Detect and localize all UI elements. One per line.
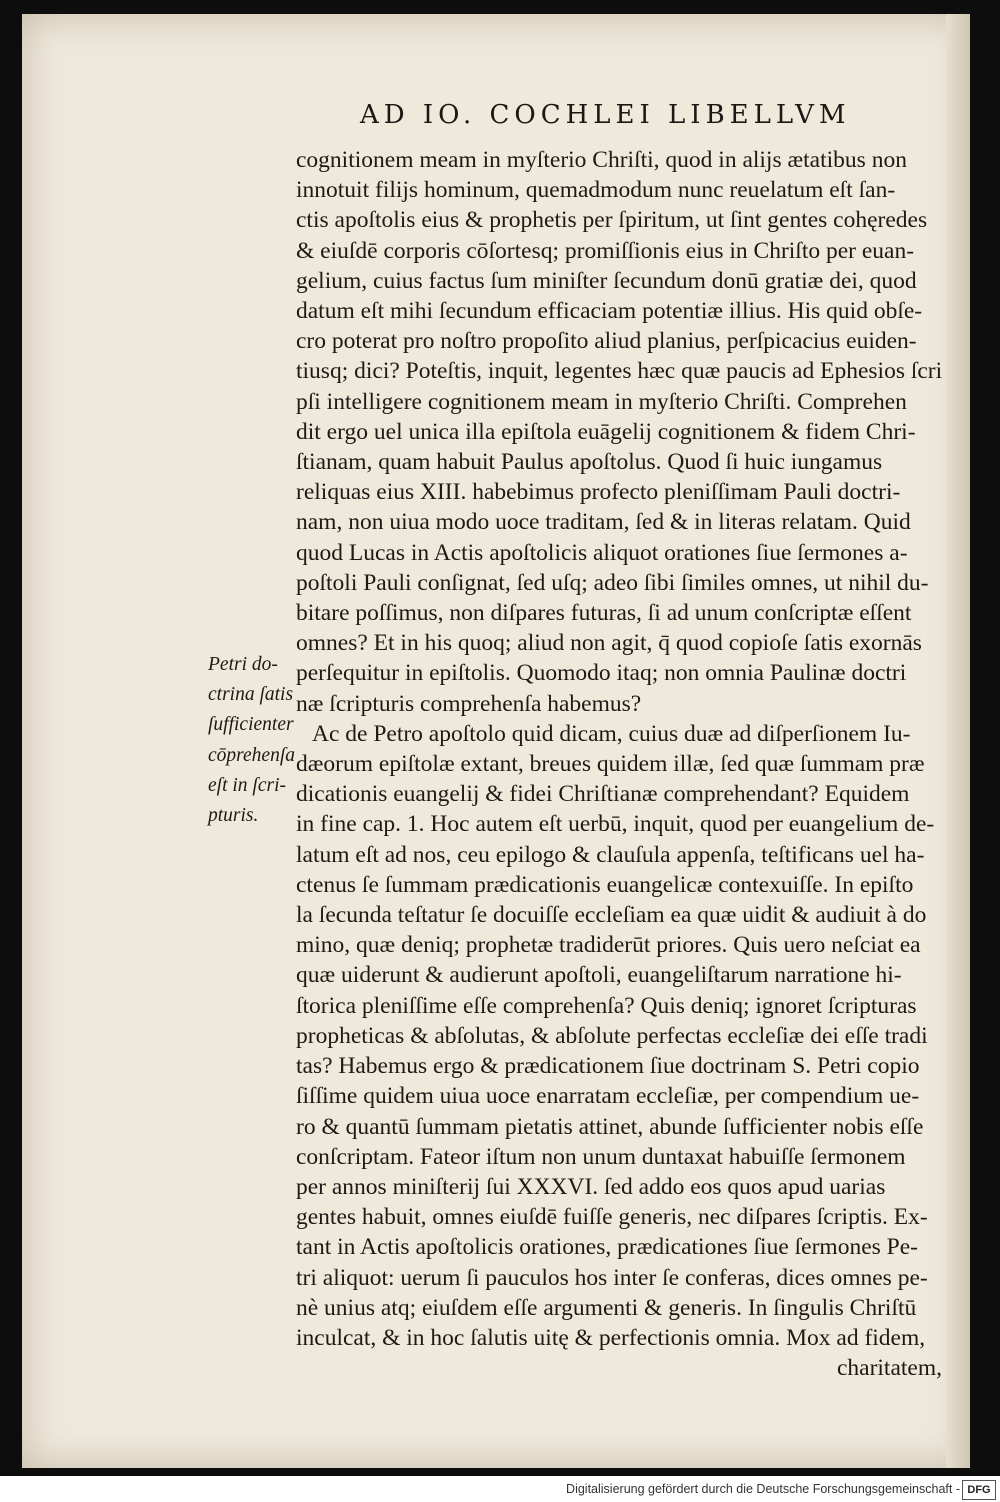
text-line: tri aliquot: uerum ſi pauculos hos inter ſe conferas, dices omnes pe- xyxy=(296,1264,928,1291)
text-line: næ ſcripturis comprehenſa habemus? xyxy=(296,690,642,717)
text-line: tiusq; dici? Poteſtis, inquit, legentes hæc quæ paucis ad Ephesios ſcri xyxy=(296,358,943,385)
text-line: ſtorica pleniſſime eſſe comprehenſa? Quis deniq; ignoret ſcripturas xyxy=(296,992,917,1019)
text-line: ſiſſime quidem uiua uoce enarratam eccleſiæ, per compendium ue- xyxy=(296,1083,920,1110)
text-line: quæ uiderunt & audierunt apoſtoli, euangeliſtarum narratione hi- xyxy=(296,962,902,989)
body-text xyxy=(296,145,942,1383)
text-line: quod Lucas in Actis apoſtolicis aliquot orationes ſiue ſermones a- xyxy=(296,539,908,566)
text-line: cro poterat pro noſtro propoſito aliud planius, perſpicacius euiden- xyxy=(296,328,917,355)
marginal-note xyxy=(208,650,298,831)
marginal-note-line: ctrina ſatis xyxy=(208,684,294,706)
text-line: perſequitur in epiſtolis. Quomodo itaq; non omnia Paulinæ doctri xyxy=(296,660,907,687)
dfg-logo: DFG xyxy=(962,1480,996,1500)
text-line: datum eſt mihi ſecundum efficaciam potentiæ illius. His quid obſe- xyxy=(296,298,923,325)
marginal-note-line: Petri do- xyxy=(208,654,278,675)
text-line: ſtianam, quam habuit Paulus apoſtolus. Quod ſi huic iungamus xyxy=(296,449,883,476)
text-line: ctis apoſtolis eius & prophetis per ſpiritum, ut ſint gentes cohęredes xyxy=(296,207,928,234)
text-line: pſi intelligere cognitionem meam in myſterio Chriſti. Comprehen xyxy=(296,388,907,415)
text-line: Ac de Petro apoſtolo quid dicam, cuius duæ ad diſperſionem Iu- xyxy=(312,720,911,747)
text-line: & eiuſdē corporis cōſortesq; promiſſionis eius in Chriſto per euan- xyxy=(296,237,915,264)
text-line: bitare poſſimus, non diſpares futuras, ſi ad unum conſcriptæ eſſent xyxy=(296,600,912,627)
text-line: inculcat, & in hoc ſalutis uitę & perfectionis omnia. Mox ad fidem, xyxy=(296,1324,926,1351)
marginal-note-line: pturis. xyxy=(208,805,259,827)
text-line: dicationis euangelij & fidei Chriſtianæ comprehendant? Equidem xyxy=(296,781,910,808)
text-line: dæorum epiſtolæ extant, breues quidem illæ, ſed quæ ſummam præ xyxy=(296,751,925,778)
text-line: innotuit filijs hominum, quemadmodum nunc reuelatum eſt ſan- xyxy=(296,177,896,204)
text-line: ctenus ſe ſummam prædicationis euangelicæ contexuiſſe. In epiſto xyxy=(296,871,914,898)
text-line: per annos miniſterij ſui XXXVI. ſed addo eos quos apud uarias xyxy=(296,1173,886,1200)
page-edge xyxy=(946,14,970,1468)
footer-bar xyxy=(0,1476,1000,1502)
text-line: la ſecunda teſtatur ſe docuiſſe eccleſiam ea quæ uidit & audiuit à do xyxy=(296,902,927,929)
text-line: reliquas eius XIII. habebimus profecto pleniſſimam Pauli doctri- xyxy=(296,479,901,506)
text-line: propheticas & abſolutas, & abſolute perfectas eccleſiæ dei eſſe tradi xyxy=(296,1022,928,1049)
text-line: omnes? Et in his quoq; aliud non agit, q̄ quod copioſe ſatis exornās xyxy=(296,630,922,657)
marginal-note-line: ſufficienter xyxy=(208,714,294,736)
text-line: nam, non uiua modo uoce traditam, ſed & in literas relatam. Quid xyxy=(296,509,911,536)
text-line: nè unius atq; eiuſdem eſſe argumenti & generis. In ſingulis Chriſtū xyxy=(296,1294,917,1321)
marginal-note-line: eſt in ſcri- xyxy=(208,774,286,796)
text-line: tant in Actis apoſtolicis orationes, prædicationes ſiue ſermones Pe- xyxy=(296,1234,918,1261)
text-line: gelium, cuius factus ſum miniſter ſecundum donū gratiæ dei, quod xyxy=(296,267,917,294)
text-line: ro & quantū ſummam pietatis attinet, abunde ſufficienter nobis eſſe xyxy=(296,1113,924,1140)
text-line: mino, quæ deniq; prophetæ tradiderūt priores. Quis uero neſciat ea xyxy=(296,932,921,959)
text-line: gentes habuit, omnes eiuſdē fuiſſe generis, nec diſpares ſcriptis. Ex- xyxy=(296,1204,928,1231)
footer-credit: Digitalisierung gefördert durch die Deutsche Forschungsgemeinschaft - xyxy=(566,1482,960,1496)
text-line: dit ergo uel unica illa epiſtola euāgelij cognitionem & fidem Chri- xyxy=(296,418,916,445)
marginal-note-line: cōprehenſa xyxy=(208,744,295,766)
running-head: AD IO. COCHLEI LIBELLVM xyxy=(360,100,851,130)
text-line: tas? Habemus ergo & prædicationem ſiue doctrinam S. Petri copio xyxy=(296,1053,920,1080)
text-line: latum eſt ad nos, ceu epilogo & clauſula appenſa, teſtificans uel ha- xyxy=(296,841,925,868)
text-line: cognitionem meam in myſterio Chriſti, quod in alijs ætatibus non xyxy=(296,147,907,173)
text-line: in fine cap. 1. Hoc autem eſt uerbū, inquit, quod per euangelium de- xyxy=(296,811,935,838)
text-line: conſcriptam. Fateor iſtum non unum duntaxat habuiſſe ſermonem xyxy=(296,1143,906,1170)
text-line: poſtoli Pauli conſignat, ſed uſq; adeo ſibi ſimiles omnes, ut nihil du- xyxy=(296,569,929,596)
catchword: charitatem, xyxy=(836,1355,942,1382)
